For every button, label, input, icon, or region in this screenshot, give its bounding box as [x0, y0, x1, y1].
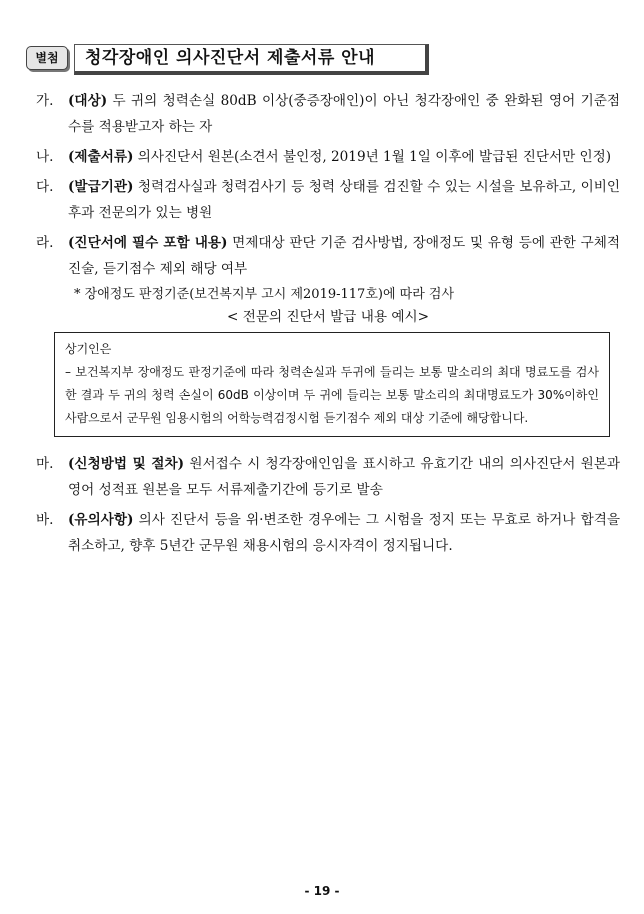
- example-box: [54, 332, 610, 437]
- item-text: 의사 진단서 등을 위·변조한 경우에는 그 시험을 정지 또는 무효로 하거나 합격을 취소하고, 향후 5년간 군무원 채용시험의 응시자격이 정지됩니다.: [68, 512, 620, 554]
- list-item-caution: [36, 507, 620, 559]
- item-key: (신청방법 및 절차): [68, 456, 185, 472]
- sub-note: * 장애정도 판정기준(보건복지부 고시 제2019-117호)에 따라 검사: [74, 287, 455, 302]
- list-item-target: [36, 88, 620, 140]
- example-title: < 전문의 진단서 발급 내용 예시>: [227, 309, 429, 325]
- item-marker: 다.: [36, 179, 54, 195]
- example-heading: 상기인은: [65, 342, 112, 356]
- page-title: 청각장애인 의사진단서 제출서류 안내: [74, 44, 429, 75]
- item-marker: 라.: [36, 235, 54, 251]
- document-header: [26, 44, 420, 74]
- item-marker: 가.: [36, 93, 54, 109]
- item-key: (유의사항): [68, 512, 134, 528]
- example-body: – 보건복지부 장애정도 판정기준에 따라 청력손실과 두귀에 들리는 보통 말소리의 최대 명료도를 검사한 결과 두 귀의 청력 손실이 60dB 이상이며 두 귀에 들리는 보통 말소리의 최대명료도가 30%이하인 사람으로서 군무원 임용시험의 어학능력검정시험 듣기점수 제외 대상 기준에 해당합니다.: [65, 365, 599, 425]
- list-item-required-content: [36, 230, 620, 282]
- item-text: 두 귀의 청력손실 80dB 이상(중증장애인)이 아닌 청각장애인 중 완화된 영어 기준점수를 적용받고자 하는 자: [68, 93, 620, 135]
- item-text: 면제대상 판단 기준 검사방법, 장애정도 및 유형 등에 관한 구체적 진술, 듣기점수 제외 해당 여부: [68, 235, 620, 277]
- page-number: - 19 -: [304, 884, 340, 898]
- item-key: (발급기관): [68, 179, 134, 195]
- item-text: 원서접수 시 청각장애인임을 표시하고 유효기간 내의 의사진단서 원본과 영어 성적표 원본을 모두 서류제출기간에 등기로 발송: [68, 456, 621, 498]
- list-item-documents: [36, 144, 620, 170]
- item-marker: 나.: [36, 149, 54, 165]
- list-item-procedure: [36, 451, 620, 503]
- item-marker: 바.: [36, 512, 54, 528]
- item-key: (진단서에 필수 포함 내용): [68, 235, 228, 251]
- item-text: 청력검사실과 청력검사기 등 청력 상태를 검진할 수 있는 시설을 보유하고, 이비인후과 전문의가 있는 병원: [68, 179, 620, 221]
- item-text: 의사진단서 원본(소견서 불인정, 2019년 1월 1일 이후에 발급된 진단서만 인정): [133, 149, 612, 165]
- item-key: (대상): [68, 93, 108, 109]
- item-marker: 마.: [36, 456, 54, 472]
- content-list: [36, 88, 620, 563]
- attachment-badge: 별첨: [26, 46, 68, 70]
- list-item-issuer: [36, 174, 620, 226]
- item-key: (제출서류): [68, 149, 134, 165]
